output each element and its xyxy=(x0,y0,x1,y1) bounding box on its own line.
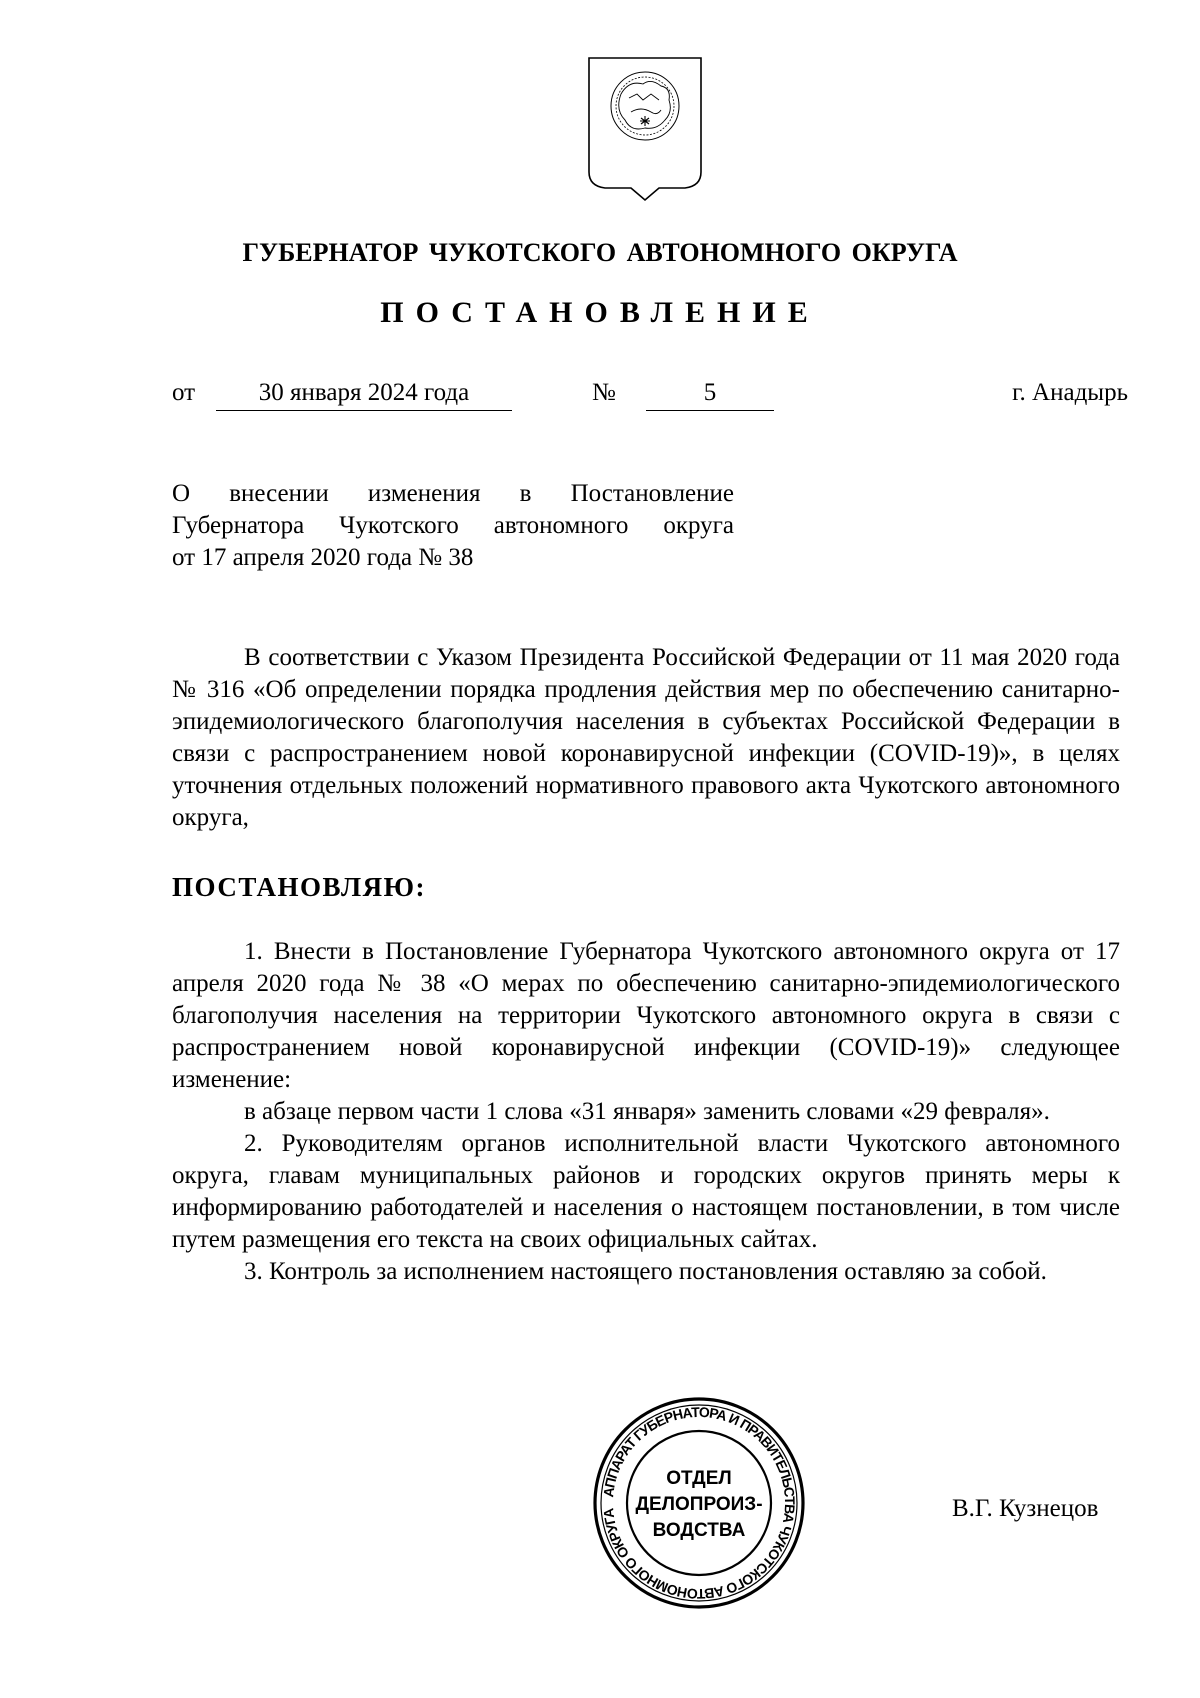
official-stamp xyxy=(588,1392,810,1614)
signatory-name: В.Г. Кузнецов xyxy=(952,1495,1099,1522)
decree-item: 1. Внести в Постановление Губернатора Чукотского автономного округа от 17 апреля 2020 года № 38 «О мерах по обеспечению санитарно-эпидемиологического благополучия населения на территории Чукотского автономного округа в связи с распространением новой коронавирусной инфекции (COVID-19)» следующее изменение: xyxy=(172,938,1120,1093)
number-label: № xyxy=(592,379,616,406)
preamble-block xyxy=(172,642,1120,834)
subject-line: О внесении изменения в Постановление xyxy=(172,480,734,507)
subject-line: от 17 апреля 2020 года № 38 xyxy=(172,544,474,571)
document-details-row xyxy=(172,376,1128,412)
stamp-ring-text: АППАРАТ ГУБЕРНАТОРА И ПРАВИТЕЛЬСТВА ЧУКОТСКОГО АВТОНОМНОГО ОКРУГА xyxy=(600,1403,799,1603)
decree-heading: ПОСТАНОВЛЯЮ: xyxy=(172,872,426,902)
city-label: г. Анадырь xyxy=(1012,379,1128,406)
decree-item: 3. Контроль за исполнением настоящего постановления оставляю за собой. xyxy=(244,1258,1047,1285)
stamp-center-line: ДЕЛОПРОИЗ- xyxy=(635,1494,763,1515)
subject-line: Губернатора Чукотского автономного округа xyxy=(172,512,734,539)
document-type-title: ПОСТАНОВЛЕНИЕ xyxy=(380,296,820,329)
decree-item: 2. Руководителям органов исполнительной власти Чукотского автономного округа, главам муниципальных районов и городских округов принять меры к информированию работодателей и населения о настоящем постановлении, в том числе путем размещения его текста на своих официальных сайтах. xyxy=(172,1130,1120,1253)
coat-of-arms-emblem xyxy=(585,54,705,204)
document-number: 5 xyxy=(646,376,774,411)
document-date: 30 января 2024 года xyxy=(216,376,512,411)
stamp-center-line: ВОДСТВА xyxy=(652,1520,746,1541)
document-subject xyxy=(172,478,734,574)
decree-item: в абзаце первом части 1 слова «31 января» заменить словами «29 февраля». xyxy=(244,1098,1050,1125)
authority-title: ГУБЕРНАТОР ЧУКОТСКОГО АВТОНОМНОГО ОКРУГА xyxy=(242,238,958,267)
from-label: от xyxy=(172,379,196,406)
preamble-paragraph: В соответствии с Указом Президента Российской Федерации от 11 мая 2020 года № 316 «Об определении порядка продления действия мер по обеспечению санитарно-эпидемиологического благополучия населения в субъектах Российской Федерации в связи с распространением новой коронавирусной инфекции (COVID-19)», в целях уточнения отдельных положений нормативного правового акта Чукотского автономного округа, xyxy=(172,644,1120,831)
decree-items xyxy=(172,936,1120,1288)
stamp-center-line: ОТДЕЛ xyxy=(666,1468,732,1489)
